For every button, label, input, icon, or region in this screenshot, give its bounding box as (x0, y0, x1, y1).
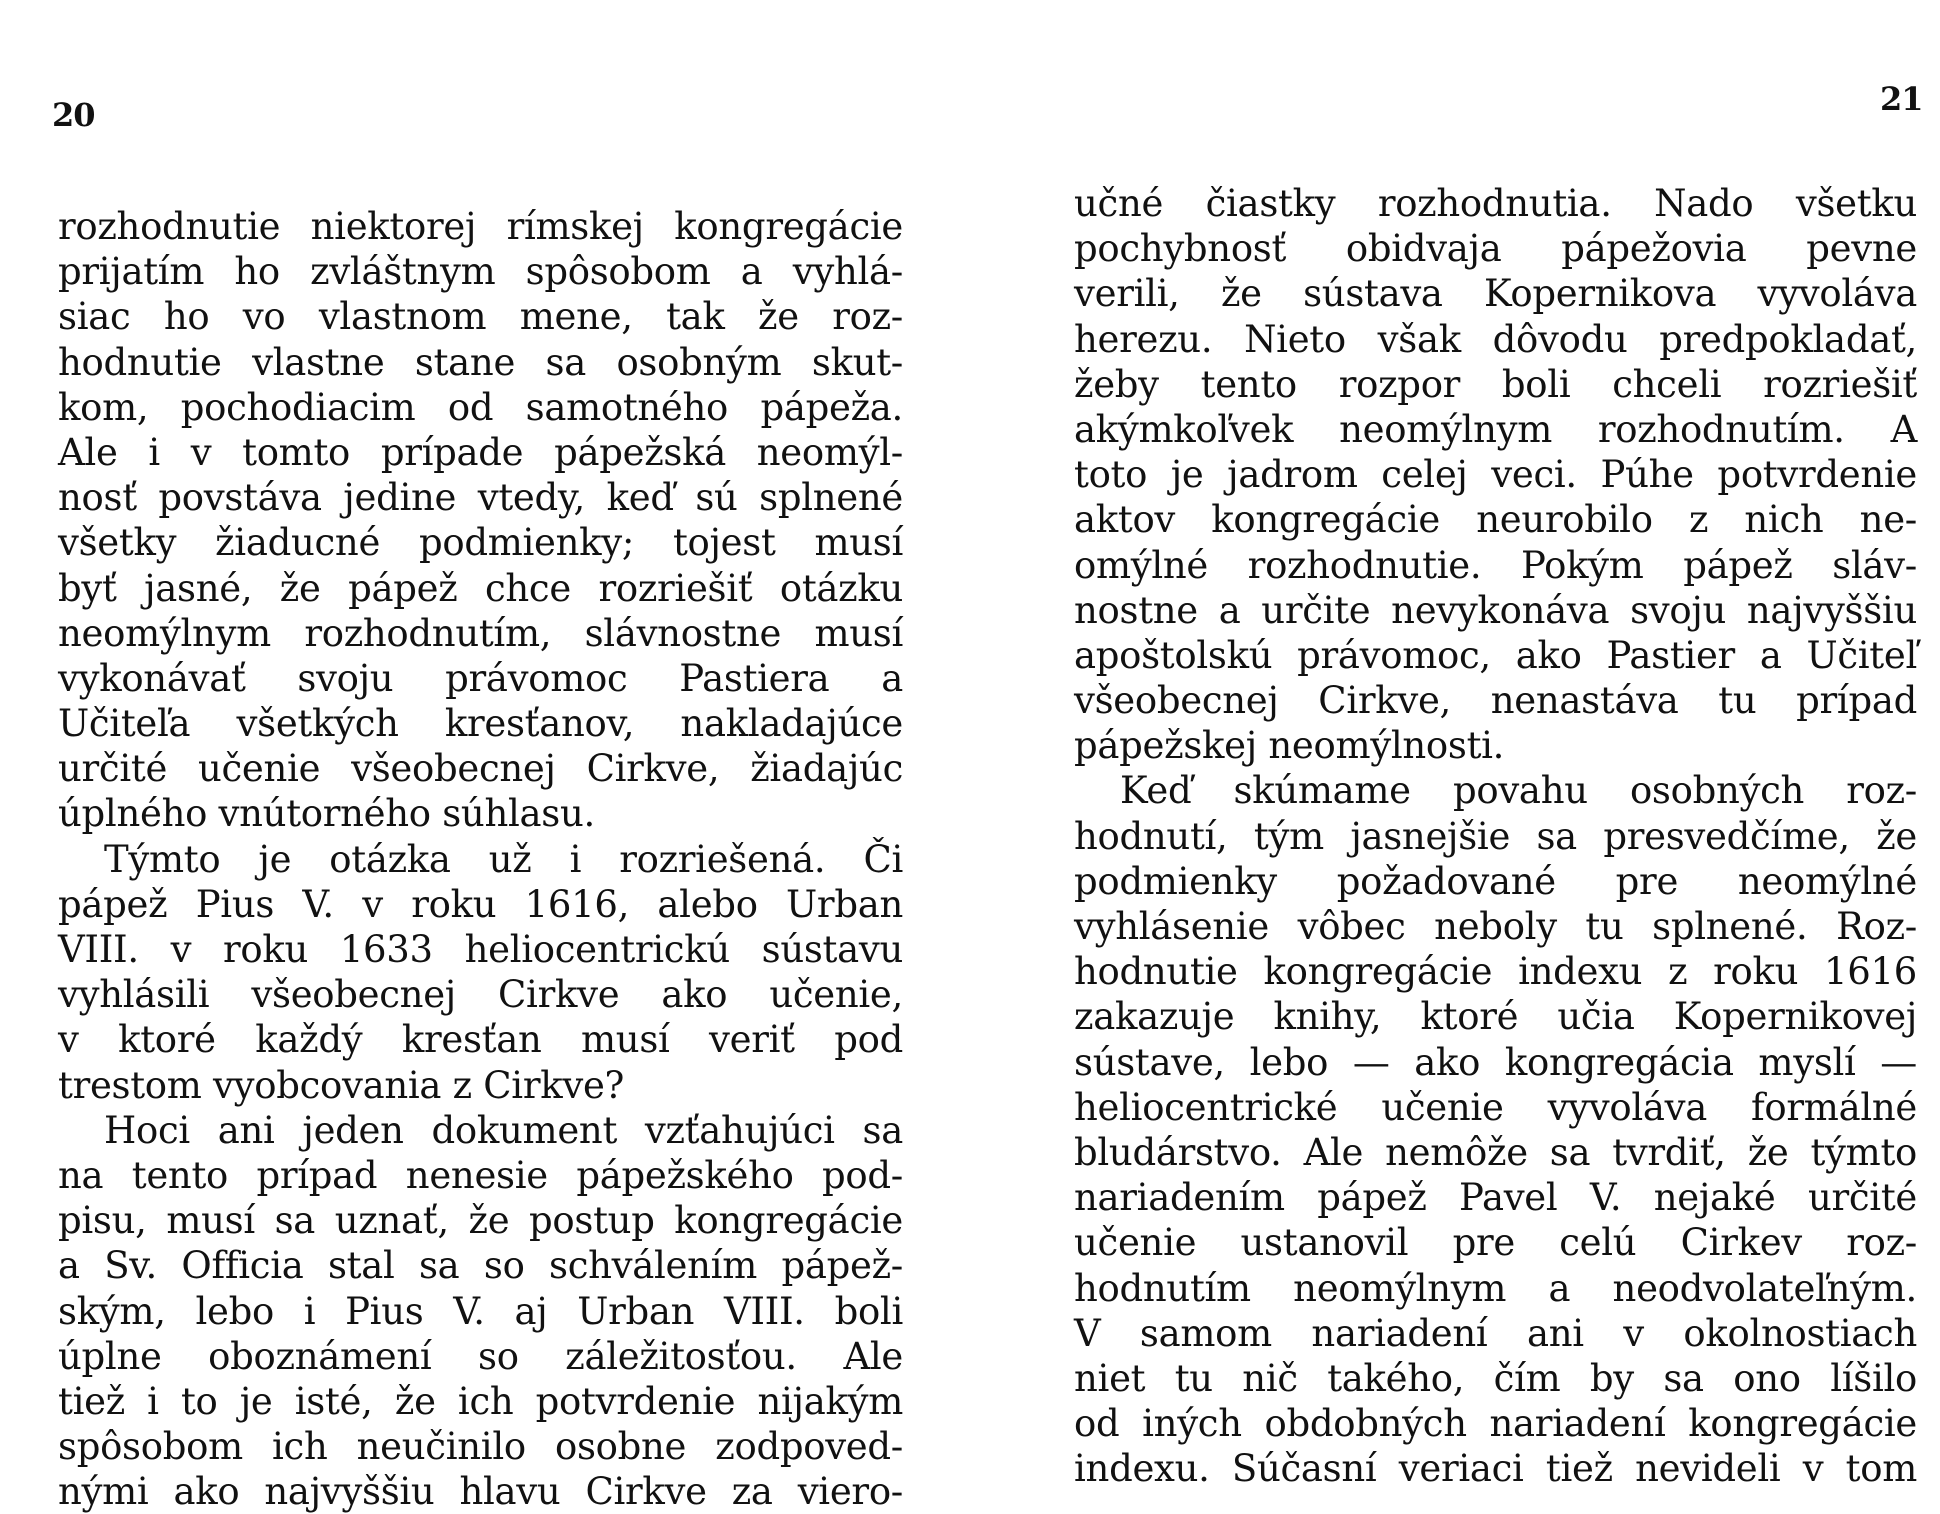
text-line: podmienky požadované pre neomýlné (1074, 859, 1917, 903)
text-line: pápež Pius V. v roku 1616, alebo Urban (58, 882, 903, 926)
text-line: niet tu nič takého, čím by sa ono líšilo (1074, 1356, 1917, 1400)
text-line: pisu, musí sa uznať, že postup kongregácie (58, 1199, 903, 1243)
text-line: všeobecnej Cirkve, nenastáva tu prípad (1074, 679, 1917, 723)
text-line: žeby tento rozpor boli chceli rozriešiť (1074, 362, 1917, 406)
text-line: určité učenie všeobecnej Cirkve, žiadajúc (58, 747, 903, 791)
text-line: indexu. Súčasní veriaci tiež nevideli v tom (1074, 1447, 1917, 1491)
text-line: toto je jadrom celej veci. Púhe potvrdenie (1074, 453, 1917, 497)
text-line: učné čiastky rozhodnutia. Nado všetku (1074, 182, 1917, 225)
text-line: hodnutí, tým jasnejšie sa presvedčíme, že (1074, 814, 1917, 858)
text-line: rozhodnutie niektorej rímskej kongregácie (58, 205, 903, 248)
text-line: akýmkoľvek neomýlnym rozhodnutím. A (1074, 407, 1917, 451)
text-line: nými ako najvyššiu hlavu Cirkve za viero- (58, 1470, 903, 1514)
text-line: apoštolskú právomoc, ako Pastier a Učiteľ (1074, 633, 1917, 677)
text-line: prijatím ho zvláštnym spôsobom a vyhlá- (58, 250, 903, 294)
text-line: hodnutie vlastne stane sa osobným skut- (58, 340, 903, 384)
text-line: trestom vyobcovania z Cirkve? (58, 1063, 625, 1107)
text-line: Týmto je otázka už i rozriešená. Či (104, 837, 903, 881)
text-line: hodnutím neomýlnym a neodvolateľným. (1074, 1266, 1917, 1310)
text-line: pápežskej neomýlnosti. (1074, 724, 1505, 768)
body-text (58, 204, 903, 1514)
text-line: neomýlnym rozhodnutím, slávnostne musí (58, 611, 903, 655)
text-line: sústave, lebo — ako kongregácia myslí — (1074, 1040, 1917, 1084)
text-line: vykonávať svoju právomoc Pastiera a (58, 656, 903, 700)
text-line: úplne oboznámení so záležitosťou. Ale (58, 1334, 903, 1378)
text-line: kom, pochodiacim od samotného pápeža. (58, 385, 903, 429)
text-line: a Sv. Officia stal sa so schválením pápež- (58, 1244, 903, 1288)
text-line: siac ho vo vlastnom mene, tak že roz- (58, 295, 903, 339)
text-line: všetky žiaducné podmienky; tojest musí (58, 521, 903, 565)
text-line: zakazuje knihy, ktoré učia Kopernikovej (1074, 995, 1917, 1039)
page-number: 20 (52, 96, 95, 134)
text-line: v ktoré každý kresťan musí veriť pod (58, 1018, 903, 1062)
text-line: vyhlásenie vôbec neboly tu splnené. Roz- (1074, 905, 1917, 948)
text-line: ským, lebo i Pius V. aj Urban VIII. boli (58, 1289, 903, 1333)
text-line: Učiteľa všetkých kresťanov, nakladajúce (58, 702, 903, 746)
text-line: omýlné rozhodnutie. Pokým pápež sláv- (1074, 543, 1917, 587)
text-line: nariadením pápež Pavel V. nejaké určité (1074, 1176, 1917, 1220)
text-line: aktov kongregácie neurobilo z nich ne- (1074, 498, 1917, 542)
text-line: spôsobom ich neučinilo osobne zodpoved- (58, 1425, 903, 1469)
text-line: pochybnosť obidvaja pápežovia pevne (1074, 227, 1917, 271)
text-line: herezu. Nieto však dôvodu predpokladať, (1074, 317, 1917, 361)
text-line: od iných obdobných nariadení kongregácie (1074, 1402, 1917, 1446)
page-number: 21 (1880, 80, 1923, 118)
text-line: Keď skúmame povahu osobných roz- (1120, 769, 1917, 813)
text-line: byť jasné, že pápež chce rozriešiť otázku (58, 566, 903, 610)
text-line: učenie ustanovil pre celú Cirkev roz- (1074, 1221, 1917, 1265)
text-line: tiež i to je isté, že ich potvrdenie nijakým (58, 1379, 903, 1423)
right-page (970, 0, 1940, 1500)
text-line: bludárstvo. Ale nemôže sa tvrdiť, že týmto (1074, 1130, 1917, 1174)
text-line: verili, že sústava Kopernikova vyvoláva (1074, 272, 1917, 316)
text-line: V samom nariadení ani v okolnostiach (1074, 1311, 1917, 1355)
text-line: na tento prípad nenesie pápežského pod- (58, 1153, 903, 1197)
text-line: vyhlásili všeobecnej Cirkve ako učenie, (58, 973, 903, 1017)
body-text (1074, 181, 1917, 1491)
text-line: heliocentrické učenie vyvoláva formálné (1074, 1085, 1917, 1129)
text-line: nosť povstáva jedine vtedy, keď sú splnené (58, 476, 903, 520)
text-line: Ale i v tomto prípade pápežská neomýl- (58, 430, 903, 474)
text-line: VIII. v roku 1633 heliocentrickú sústavu (58, 928, 903, 971)
text-line: úplného vnútorného súhlasu. (58, 792, 595, 836)
text-line: nostne a určite nevykonáva svoju najvyššiu (1074, 588, 1917, 632)
text-line: hodnutie kongregácie indexu z roku 1616 (1074, 950, 1917, 994)
text-line: Hoci ani jeden dokument vzťahujúci sa (104, 1108, 903, 1152)
